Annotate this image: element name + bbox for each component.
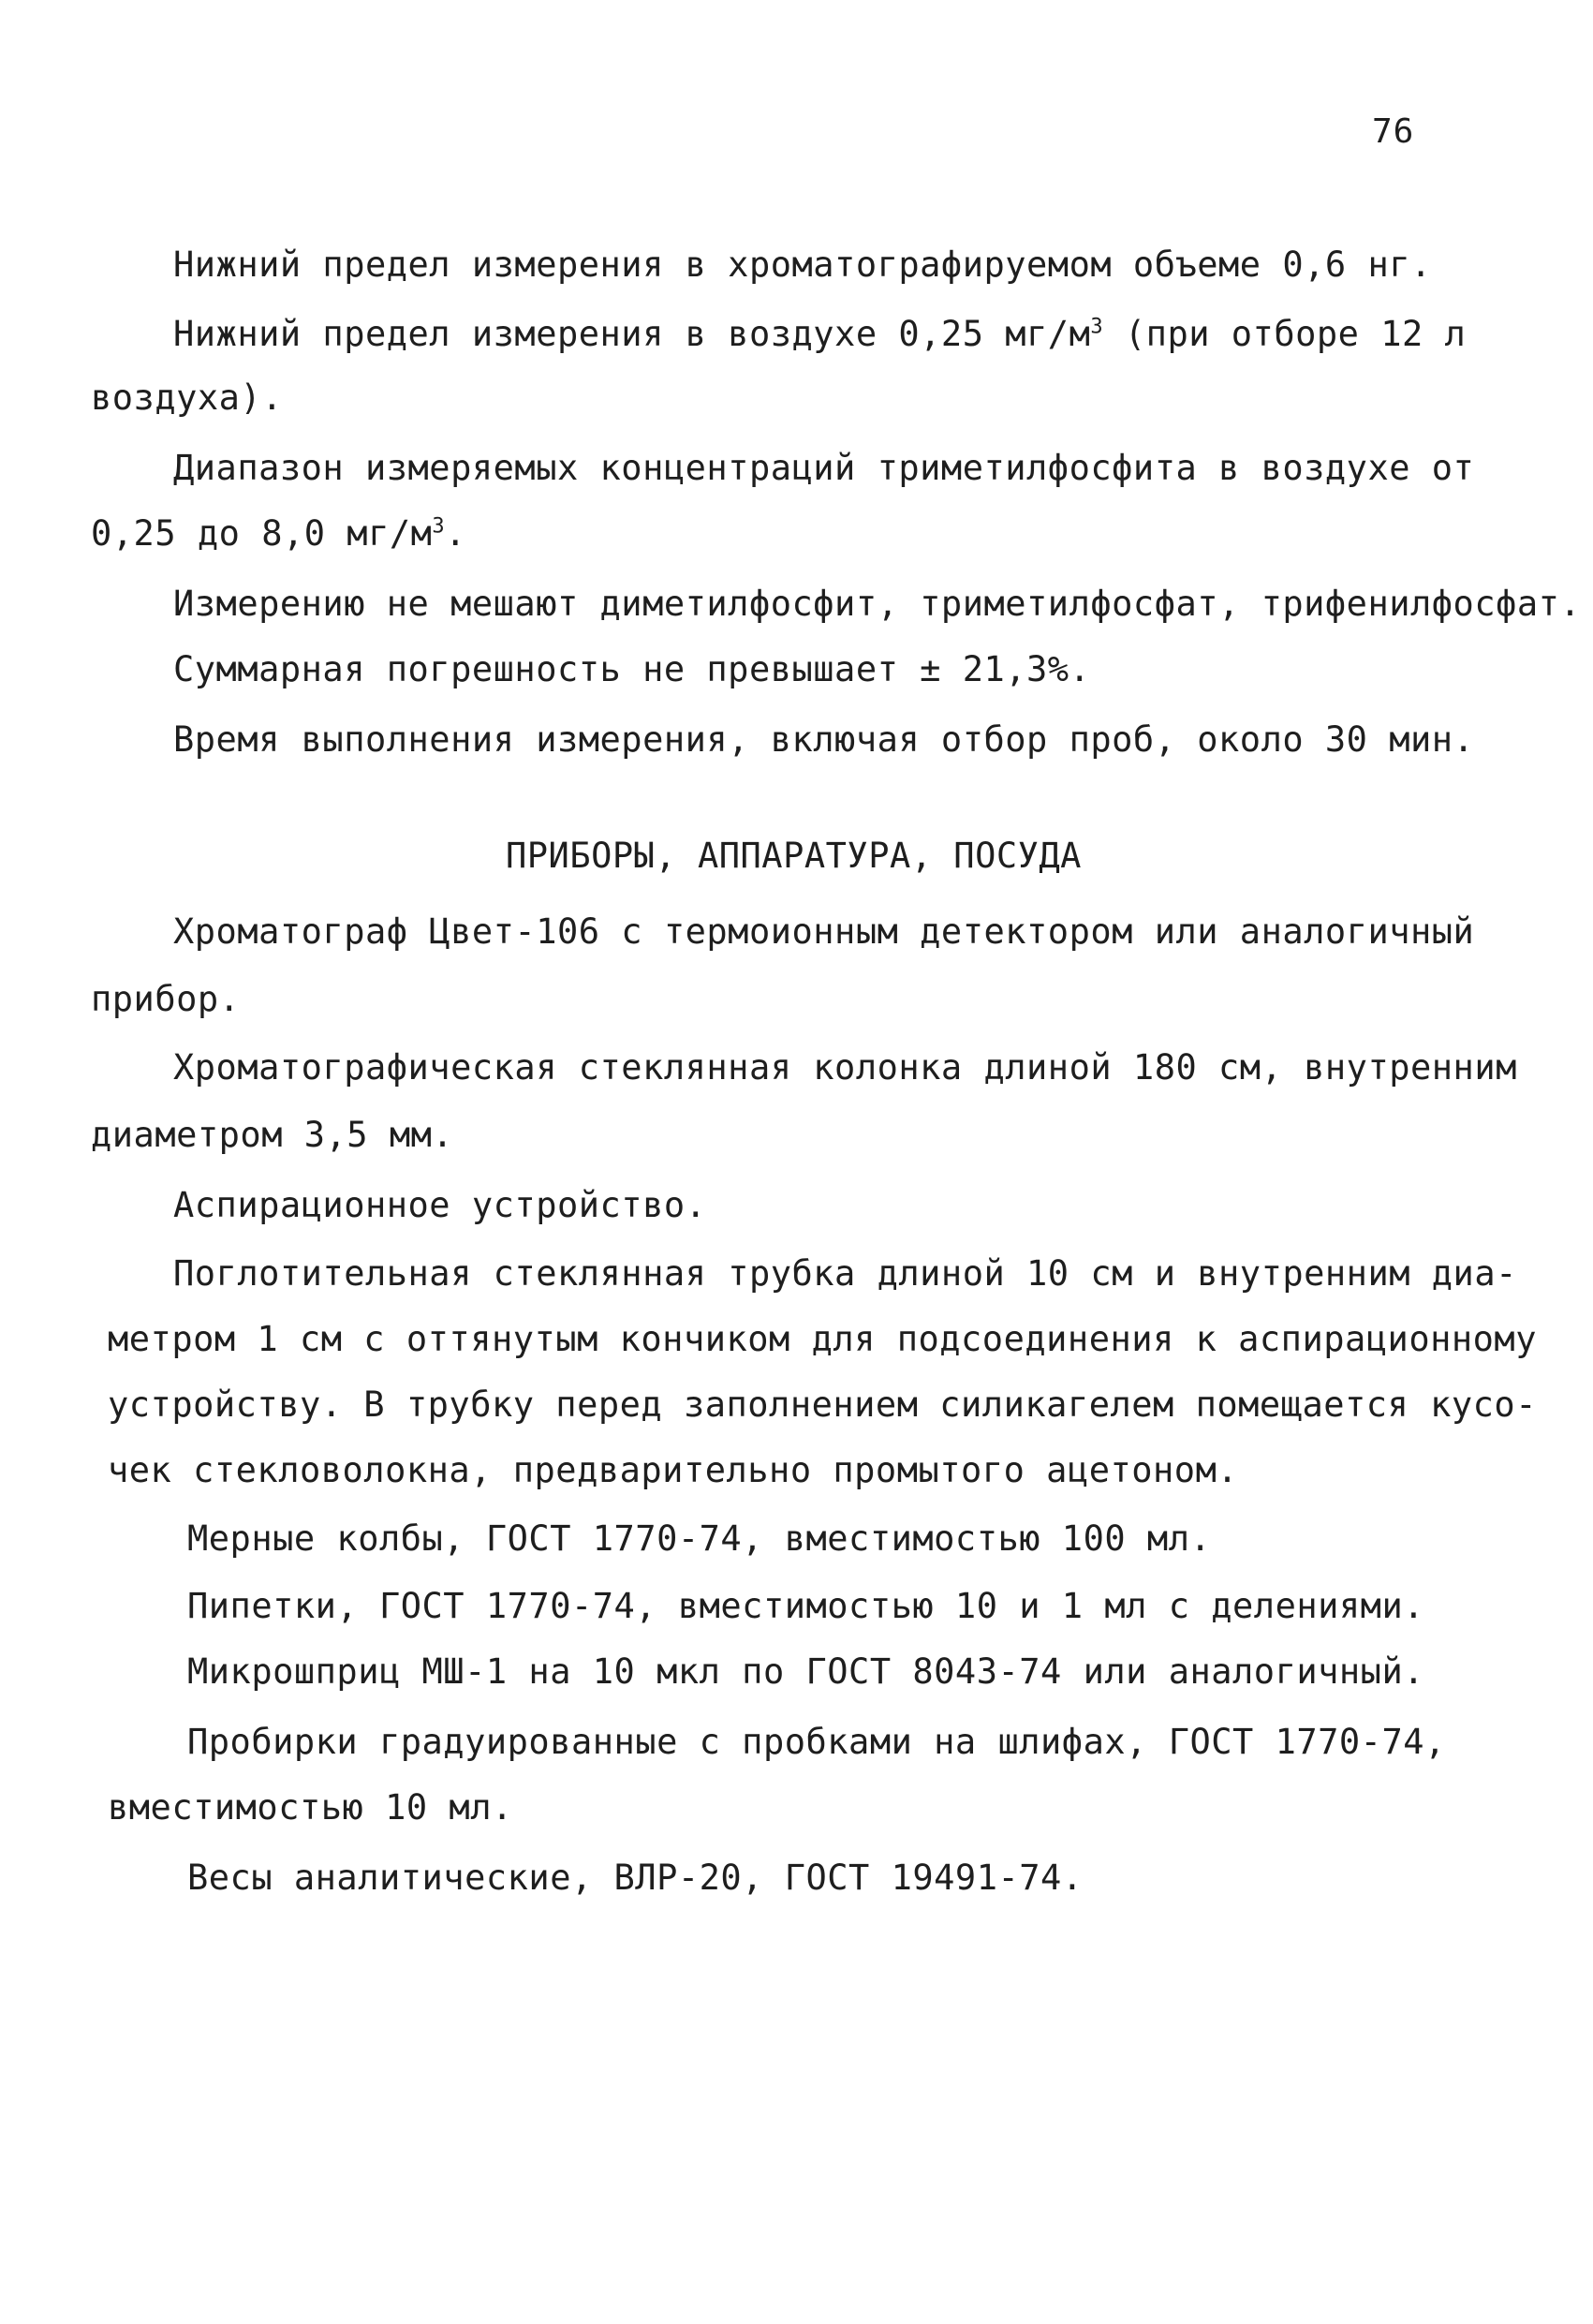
text-line: Измерению не мешают диметилфосфит, триметилфосфат, трифенилфосфат. — [173, 584, 1582, 624]
text-line: Нижний предел измерения в хроматографируемом объеме 0,6 нг. — [173, 244, 1432, 285]
page-number: 76 — [1372, 112, 1415, 151]
text-line: Пипетки, ГОСТ 1770-74, вместимостью 10 и 1 мл с делениями. — [187, 1586, 1425, 1626]
text-line: воздуха). — [91, 377, 283, 418]
text-line: Нижний предел измерения в воздухе 0,25 $мг/м^3$ (при отборе 12 л — [173, 314, 1467, 354]
text-line: Поглотительная стеклянная трубка длиной 10 см и внутренним диа- — [173, 1253, 1517, 1294]
text-line: 0,25 до 8,0 $мг/м^3$. — [91, 513, 466, 554]
section-heading: ПРИБОРЫ, АППАРАТУРА, ПОСУДА — [506, 836, 1082, 876]
text-line: метром 1 см с оттянутым кончиком для подсоединения к аспирационному — [108, 1319, 1537, 1359]
text-line: Хроматограф Цвет-106 с термоионным детектором или аналогичный — [173, 911, 1475, 952]
text-line: Пробирки градуированные с пробками на шлифах, ГОСТ 1770-74, — [187, 1722, 1446, 1762]
text-line: Время выполнения измерения, включая отбор проб, около 30 мин. — [173, 719, 1475, 760]
text-line: Аспирационное устройство. — [173, 1185, 707, 1225]
text-line: Мерные колбы, ГОСТ 1770-74, вместимостью 100 мл. — [187, 1518, 1212, 1559]
text-line: устройству. В трубку перед заполнением силикагелем помещается кусо- — [108, 1384, 1537, 1425]
text-line: Хроматографическая стеклянная колонка длиной 180 см, внутренним — [173, 1047, 1517, 1088]
text-line: вместимостью 10 мл. — [108, 1787, 513, 1828]
text-line: диаметром 3,5 мм. — [91, 1115, 454, 1155]
text-line: Диапазон измеряемых концентраций триметилфосфита в воздухе от — [173, 448, 1475, 488]
text-line: Микрошприц МШ-1 на 10 мкл по ГОСТ 8043-74 или аналогичный. — [187, 1651, 1425, 1692]
text-line: Весы аналитические, ВЛР-20, ГОСТ 19491-74. — [187, 1858, 1084, 1898]
text-line: прибор. — [91, 979, 241, 1019]
text-line: Суммарная погрешность не превышает ± 21,3%. — [173, 649, 1091, 689]
text-line: чек стекловолокна, предварительно промытого ацетоном. — [108, 1450, 1239, 1490]
